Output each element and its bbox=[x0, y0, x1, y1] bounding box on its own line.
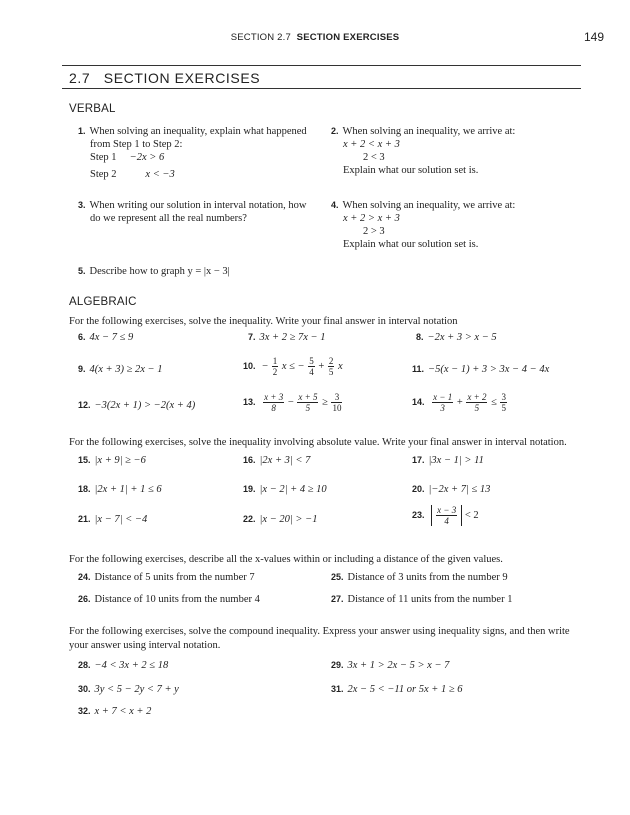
section-title: SECTION EXERCISES bbox=[103, 70, 261, 86]
exercise-number: 13. bbox=[243, 396, 256, 407]
exercise-number: 30. bbox=[78, 684, 91, 694]
exercise-text: When solving an inequality, we arrive at: bbox=[342, 200, 516, 211]
expression: |x − 20| > −1 bbox=[259, 514, 318, 525]
exercise-text: When solving an inequality, we arrive at: bbox=[342, 126, 516, 137]
step-1-line bbox=[78, 152, 307, 163]
expression: |2x + 3| < 7 bbox=[259, 455, 311, 466]
exercise-number: 6. bbox=[78, 332, 86, 342]
expression: x + 2 < x + 3 bbox=[343, 139, 400, 150]
section-bottom-rule bbox=[62, 88, 581, 89]
running-section-label: SECTION 2.7 bbox=[230, 32, 291, 43]
exercise-15 bbox=[78, 455, 146, 466]
expression: x bbox=[338, 360, 343, 372]
exercise-6 bbox=[78, 332, 133, 343]
numerator: x − 3 bbox=[437, 505, 457, 515]
expression: −5(x − 1) + 3 > 3x − 4 − 4x bbox=[428, 364, 550, 375]
exercise-text: Distance of 5 units from the number 7 bbox=[94, 572, 255, 583]
exercise-7 bbox=[248, 332, 326, 343]
fraction bbox=[331, 392, 342, 413]
expression: |2x + 1| + 1 ≤ 6 bbox=[94, 484, 162, 495]
exercise-number: 8. bbox=[416, 332, 424, 342]
exercise-29 bbox=[331, 660, 449, 671]
fraction bbox=[436, 505, 457, 526]
exercise-8 bbox=[416, 332, 497, 343]
denominator: 5 bbox=[305, 403, 311, 413]
denominator: 10 bbox=[332, 403, 342, 413]
exercise-text: Explain what our solution set is. bbox=[343, 239, 479, 250]
exercise-number: 5. bbox=[78, 266, 86, 276]
exercise-2 bbox=[331, 126, 515, 176]
instructions-4-line-1: For the following exercises, solve the compound inequality. Express your answer using inequality signs, and then write bbox=[69, 626, 570, 637]
verbal-heading: VERBAL bbox=[69, 103, 116, 115]
absolute-value bbox=[431, 505, 462, 526]
numerator: x + 2 bbox=[467, 392, 487, 402]
fraction bbox=[272, 356, 279, 377]
section-top-rule bbox=[62, 65, 581, 66]
exercise-16 bbox=[243, 455, 310, 466]
denominator: 5 bbox=[501, 403, 506, 413]
numerator: 3 bbox=[501, 392, 506, 402]
step-2-expression: x < −3 bbox=[145, 169, 175, 180]
exercise-number: 18. bbox=[78, 484, 91, 494]
exercise-17 bbox=[412, 455, 484, 466]
expression: −2x + 3 > x − 5 bbox=[427, 332, 497, 343]
exercise-text: Explain what our solution set is. bbox=[343, 165, 479, 176]
instructions-2: For the following exercises, solve the inequality involving absolute value. Write your final answer in interval notation. bbox=[69, 437, 567, 448]
exercise-number: 9. bbox=[78, 364, 86, 374]
running-section-title: SECTION EXERCISES bbox=[296, 32, 400, 43]
exercise-number: 11. bbox=[412, 364, 425, 374]
exercise-number: 3. bbox=[78, 200, 86, 210]
exercise-number: 12. bbox=[78, 400, 91, 410]
exercise-11 bbox=[412, 364, 549, 375]
expression: |x − 7| < −4 bbox=[94, 514, 148, 525]
exercise-5 bbox=[78, 266, 230, 277]
exercise-text: Describe how to graph y = |x − 3| bbox=[89, 266, 230, 277]
exercise-number: 27. bbox=[331, 594, 344, 604]
step-2-label: Step 2 bbox=[90, 169, 117, 180]
plus-sign: + bbox=[318, 360, 325, 372]
exercise-21 bbox=[78, 514, 147, 525]
step-1-expression: −2x > 6 bbox=[129, 152, 165, 163]
numerator: 2 bbox=[328, 356, 334, 366]
exercise-number: 10. bbox=[243, 360, 256, 371]
exercise-text: Distance of 10 units from the number 4 bbox=[94, 594, 260, 605]
fraction bbox=[297, 392, 318, 413]
expression: |−2x + 7| ≤ 13 bbox=[428, 484, 491, 495]
numerator: x + 3 bbox=[264, 392, 284, 402]
section-heading bbox=[69, 70, 260, 86]
exercise-number: 1. bbox=[78, 126, 86, 136]
exercise-23 bbox=[412, 505, 479, 526]
expression: 2x − 5 < −11 or 5x + 1 ≥ 6 bbox=[347, 684, 463, 695]
exercise-number: 20. bbox=[412, 484, 425, 494]
expression: 2 < 3 bbox=[363, 152, 385, 163]
expression: 3y < 5 − 2y < 7 + y bbox=[94, 684, 179, 695]
exercise-number: 22. bbox=[243, 514, 256, 524]
exercise-text: from Step 1 to Step 2: bbox=[90, 139, 183, 150]
exercise-number: 32. bbox=[78, 706, 91, 716]
fraction bbox=[328, 356, 335, 377]
exercise-number: 16. bbox=[243, 455, 256, 465]
expression: |x + 9| ≥ −6 bbox=[94, 455, 146, 466]
exercise-number: 19. bbox=[243, 484, 256, 494]
exercise-1 bbox=[78, 126, 307, 180]
exercise-number: 21. bbox=[78, 514, 91, 524]
expression: |x − 2| + 4 ≥ 10 bbox=[259, 484, 327, 495]
exercise-20 bbox=[412, 484, 490, 495]
expression: x + 2 > x + 3 bbox=[343, 213, 400, 224]
exercise-31 bbox=[331, 684, 463, 695]
exercise-32 bbox=[78, 706, 151, 717]
step-2-line bbox=[78, 169, 307, 180]
exercise-number: 29. bbox=[331, 660, 344, 670]
exercise-number: 26. bbox=[78, 594, 91, 604]
numerator: x − 1 bbox=[433, 392, 453, 402]
plus-sign: + bbox=[456, 396, 463, 408]
numerator: 1 bbox=[272, 356, 278, 366]
exercise-18 bbox=[78, 484, 162, 495]
exercise-number: 4. bbox=[331, 200, 339, 210]
exercise-number: 2. bbox=[331, 126, 339, 136]
exercise-24 bbox=[78, 572, 255, 583]
exercise-number: 28. bbox=[78, 660, 91, 670]
fraction bbox=[308, 356, 315, 377]
numerator: x + 5 bbox=[298, 392, 318, 402]
minus-sign: − bbox=[262, 360, 269, 372]
step-1-label: Step 1 bbox=[90, 152, 117, 163]
running-header bbox=[0, 32, 630, 43]
exercise-30 bbox=[78, 684, 179, 695]
section-number: 2.7 bbox=[69, 70, 91, 86]
exercise-number: 15. bbox=[78, 455, 91, 465]
page-number: 149 bbox=[583, 30, 604, 44]
exercise-text: When writing our solution in interval notation, how bbox=[89, 200, 307, 211]
numerator: 5 bbox=[309, 356, 314, 366]
expression: 3x + 2 ≥ 7x − 1 bbox=[259, 332, 326, 343]
numerator: 3 bbox=[331, 392, 342, 403]
expression: 4(x + 3) ≥ 2x − 1 bbox=[89, 364, 163, 375]
denominator: 4 bbox=[444, 516, 449, 526]
relation-sign: ≤ bbox=[491, 396, 497, 408]
exercise-12 bbox=[78, 400, 195, 411]
exercise-13 bbox=[243, 392, 343, 413]
exercise-number: 31. bbox=[331, 684, 344, 694]
exercise-text: Distance of 11 units from the number 1 bbox=[347, 594, 513, 605]
instructions-1: For the following exercises, solve the inequality. Write your final answer in interval notation bbox=[69, 316, 458, 327]
exercise-9 bbox=[78, 364, 163, 375]
exercise-10 bbox=[243, 356, 343, 377]
expression: x ≤ − bbox=[281, 360, 305, 372]
fraction bbox=[263, 392, 284, 413]
instructions-4-line-2: your answer using interval notation. bbox=[69, 640, 221, 651]
exercise-27 bbox=[331, 594, 512, 605]
algebraic-heading: ALGEBRAIC bbox=[69, 296, 137, 308]
exercise-number: 17. bbox=[412, 455, 425, 465]
fraction bbox=[500, 392, 507, 413]
exercise-text: do we represent all the real numbers? bbox=[90, 213, 247, 224]
exercise-26 bbox=[78, 594, 260, 605]
exercise-3 bbox=[78, 200, 306, 224]
expression: −3(2x + 1) > −2(x + 4) bbox=[94, 400, 196, 411]
expression: −4 < 3x + 2 ≤ 18 bbox=[94, 660, 169, 671]
exercise-4 bbox=[331, 200, 515, 250]
instructions-3: For the following exercises, describe all the x-values within or including a distance of the given values. bbox=[69, 554, 503, 565]
denominator: 2 bbox=[272, 367, 278, 377]
exercise-22 bbox=[243, 514, 317, 525]
exercise-number: 7. bbox=[248, 332, 256, 342]
exercise-19 bbox=[243, 484, 327, 495]
denominator: 5 bbox=[328, 367, 334, 377]
expression: x + 7 < x + 2 bbox=[94, 706, 152, 717]
fraction bbox=[466, 392, 487, 413]
denominator: 8 bbox=[271, 403, 276, 413]
exercise-number: 24. bbox=[78, 572, 91, 582]
exercise-number: 23. bbox=[412, 509, 425, 520]
relation-sign: ≥ bbox=[322, 396, 328, 408]
exercise-text: When solving an inequality, explain what happened bbox=[89, 126, 307, 137]
exercise-text: Distance of 3 units from the number 9 bbox=[347, 572, 508, 583]
expression: 2 > 3 bbox=[363, 226, 385, 237]
fraction bbox=[432, 392, 453, 413]
denominator: 4 bbox=[309, 367, 314, 377]
exercise-25 bbox=[331, 572, 508, 583]
expression: |3x − 1| > 11 bbox=[428, 455, 484, 466]
exercise-14 bbox=[412, 392, 508, 413]
expression: < 2 bbox=[464, 509, 479, 521]
denominator: 3 bbox=[440, 403, 445, 413]
exercise-number: 14. bbox=[412, 396, 425, 407]
exercise-number: 25. bbox=[331, 572, 344, 582]
expression: 4x − 7 ≤ 9 bbox=[89, 332, 134, 343]
expression: 3x + 1 > 2x − 5 > x − 7 bbox=[347, 660, 450, 671]
exercise-28 bbox=[78, 660, 168, 671]
denominator: 5 bbox=[474, 403, 480, 413]
minus-sign: − bbox=[287, 396, 294, 408]
